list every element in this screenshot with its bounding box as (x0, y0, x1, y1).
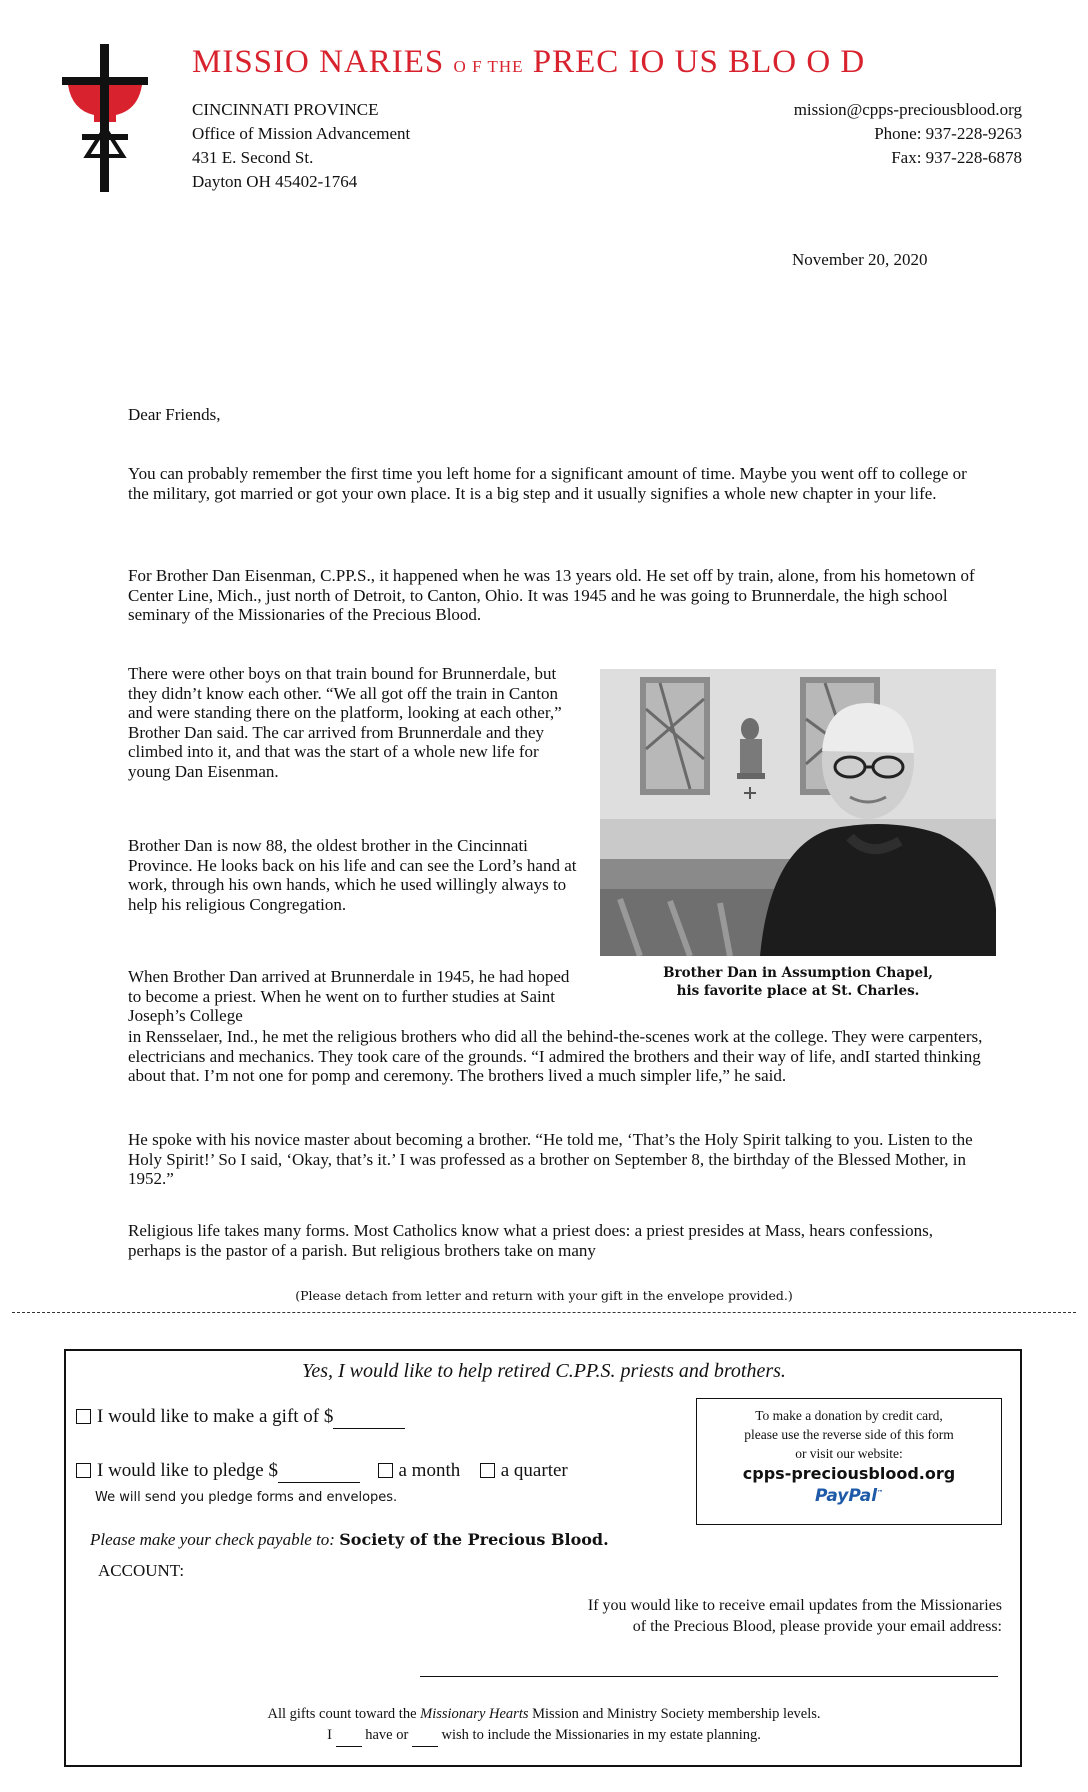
address-line: 431 E. Second St. (192, 148, 314, 167)
email-request: If you would like to receive email updates from the Missionaries of the Precious Blood, please provide your email address: (587, 1597, 1002, 1635)
cc-line: or visit our website: (795, 1446, 903, 1461)
email-address-field[interactable] (420, 1676, 998, 1677)
letter-paragraph: Brother Dan is now 88, the oldest brother in the Cincinnati Province. He looks back on his life and can see the Lord’s hand at work, through his own hands, which he used willingly always to help his religious Congregation. (128, 836, 577, 914)
office-address (192, 98, 410, 194)
contact-info (794, 98, 1022, 170)
cross-chalice-logo (62, 44, 148, 192)
pledge-row (76, 1460, 568, 1483)
paypal-logo: PayPal™ (814, 1486, 884, 1506)
month-label: a month (398, 1460, 461, 1481)
address-line: CINCINNATI PROVINCE (192, 100, 379, 119)
address-line: Dayton OH 45402-1764 (192, 172, 358, 191)
email-contact[interactable]: mission@cpps-preciousblood.org (793, 100, 1022, 119)
detach-instructions: (Please detach from letter and return with your gift in the envelope provided.) (295, 1288, 793, 1303)
gift-checkbox[interactable] (76, 1409, 91, 1424)
website-link[interactable]: cpps-preciousblood.org (742, 1464, 956, 1483)
gift-row (76, 1406, 405, 1429)
phone-contact: Phone: 937-228-9263 (874, 124, 1022, 143)
payable-row (90, 1530, 609, 1550)
brother-dan-photo (600, 669, 996, 956)
estate-wish-blank[interactable] (412, 1725, 438, 1747)
estate-have-blank[interactable] (336, 1725, 362, 1747)
address-line: Office of Mission Advancement (192, 124, 411, 143)
letter-paragraph: When Brother Dan arrived at Brunnerdale in 1945, he had hoped to become a priest. When he went on to further studies at Saint Joseph’s College (128, 967, 570, 1025)
form-footer: All gifts count toward the Missionary Hearts Mission and Ministry Society membership levels. I have or wish to include the Missionaries in my estate planning. (0, 1704, 1088, 1747)
fax-contact: Fax: 937-228-6878 (891, 148, 1022, 167)
letter-paragraph: Religious life takes many forms. Most Catholics know what a priest does: a priest presides at Mass, hears confessions, perhaps is the pastor of a parish. But religious brothers take on many (128, 1221, 933, 1260)
pledge-amount-field[interactable] (278, 1460, 360, 1483)
letter-paragraph: He spoke with his novice master about becoming a brother. “He told me, ‘That’s the Holy Spirit talking to you. Listen to the Holy Spirit!’ So I said, ‘Okay, that’s it.’ I was professed as a brother on September 8, the birthday of the Blessed Mother, in 1952.” (128, 1130, 973, 1188)
pledge-checkbox[interactable] (76, 1463, 91, 1478)
cc-line: To make a donation by credit card, (755, 1408, 943, 1423)
form-heading: Yes, I would like to help retired C.PP.S. priests and brothers. (302, 1360, 786, 1382)
letter-paragraph: There were other boys on that train bound for Brunnerdale, but they didn’t know each other. “We all got off the train in Canton and were standing there on the platform, looking at each other,” Brother Dan said. The car arrived from Brunnerdale and they climbed into it, and that was the start of a whole new life for young Dan Eisenman. (128, 664, 562, 781)
cc-line: please use the reverse side of this form (744, 1427, 954, 1442)
pledge-note: We will send you pledge forms and envelopes. (95, 1490, 398, 1505)
pledge-label: I would like to pledge $ (97, 1460, 278, 1481)
organization-title: MISSIO NARIES O F THE PREC IO US BLO O D (192, 44, 866, 80)
quarterly-checkbox[interactable] (480, 1463, 495, 1478)
credit-card-info-box (696, 1398, 1002, 1525)
salutation: Dear Friends, (128, 405, 221, 424)
detach-cut-line (12, 1312, 1076, 1313)
quarter-label: a quarter (500, 1460, 568, 1481)
letter-paragraph: in Rensselaer, Ind., he met the religious brothers who did all the behind-the-scenes work at the college. They were carpenters, electricians and mechanics. They took care of the grounds. “I admired the brothers and their way of life, andI started thinking about that. I’m not one for pomp and ceremony. The brothers lived a much simpler life,” he said. (128, 1027, 983, 1085)
gift-amount-field[interactable] (333, 1406, 405, 1429)
letter-date: November 20, 2020 (792, 250, 928, 269)
photo-caption: Brother Dan in Assumption Chapel, his favorite place at St. Charles. (663, 965, 933, 999)
payable-value: Society of the Precious Blood. (339, 1530, 609, 1549)
letter-paragraph: For Brother Dan Eisenman, C.PP.S., it happened when he was 13 years old. He set off by train, alone, from his hometown of Center Line, Mich., just north of Detroit, to Canton, Ohio. It was 1945 and he was going to Brunnerdale, the high school seminary of the Missionaries of the Precious Blood. (128, 566, 975, 624)
account-label: ACCOUNT: (98, 1561, 185, 1580)
letter-paragraph: You can probably remember the first time you left home for a significant amount of time. Maybe you went off to college or the military, got married or got your own place. It is a big step and it usually signifies a whole new chapter in your life. (128, 464, 967, 503)
payable-label: Please make your check payable to: (90, 1530, 335, 1549)
gift-label: I would like to make a gift of $ (97, 1406, 334, 1427)
monthly-checkbox[interactable] (378, 1463, 393, 1478)
